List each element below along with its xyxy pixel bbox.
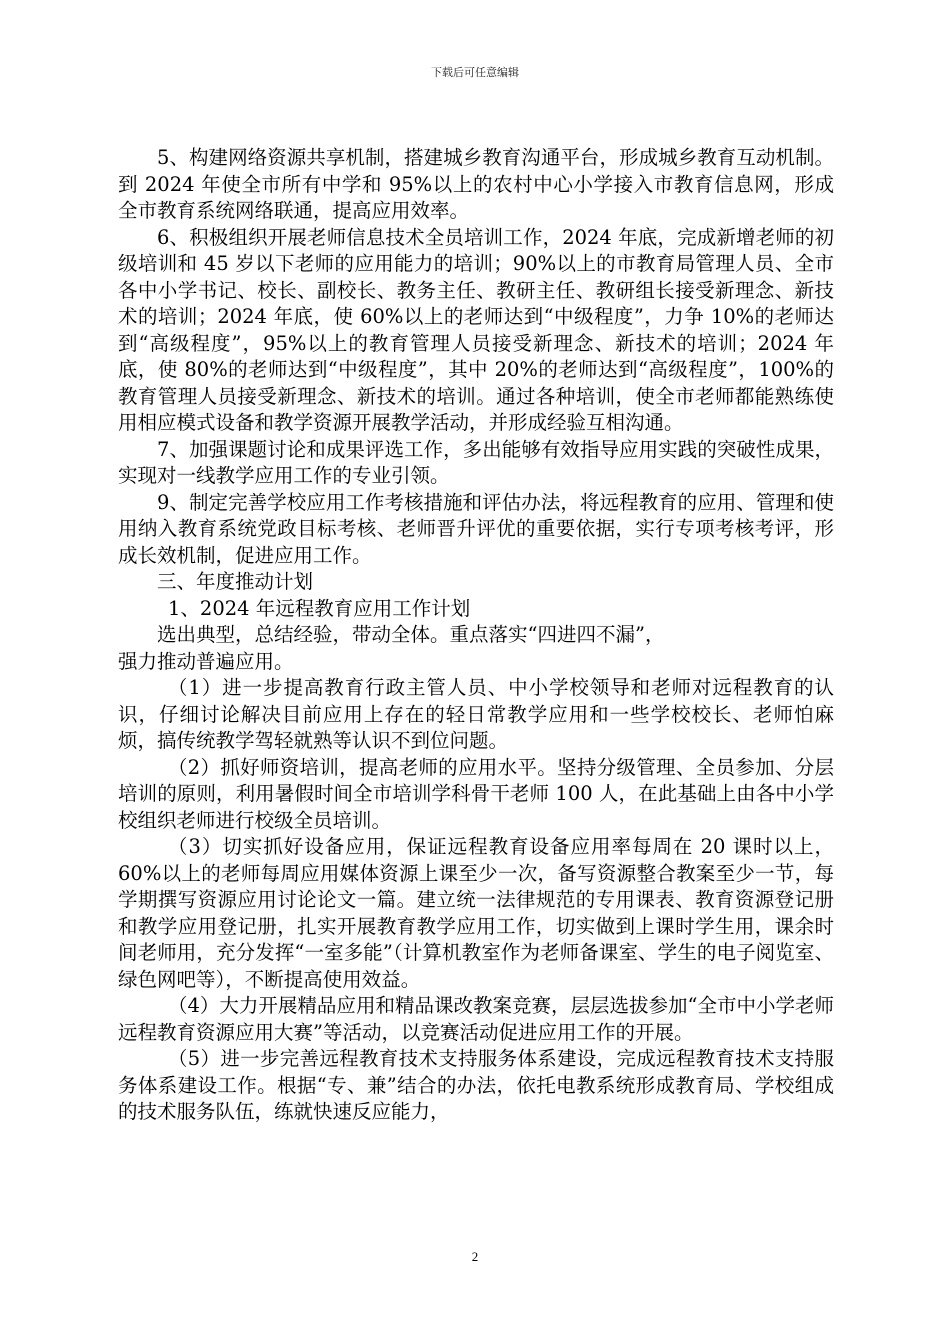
paragraph-point-1: （1）进一步提高教育行政主管人员、中小学校领导和老师对远程教育的认识，仔细讨论解决目前应用上存在的轻日常教学应用和一些学校校长、老师怕麻烦，搞传统教学驾轻就熟等认识不到位问题。 xyxy=(118,676,834,752)
paragraph-summary: 选出典型，总结经验，带动全体。重点落实“四进四不漏”， 强力推动普遍应用。 xyxy=(118,623,665,673)
header-note: 下载后可任意编辑 xyxy=(431,66,519,79)
paragraph-point-5: （5）进一步完善远程教育技术支持服务体系建设，完成远程教育技术支持服务体系建设工作。根据“专、兼”结合的办法，依托电教系统形成教育局、学校组成的技术服务队伍，练就快速反应能力， xyxy=(118,1047,834,1123)
paragraph-item-9: 9、制定完善学校应用工作考核措施和评估办法，将远程教育的应用、管理和使用纳入教育系统党政目标考核、老师晋升评优的重要依据，实行专项考核考评，形成长效机制，促进应用工作。 xyxy=(118,490,834,567)
subsection-heading: 1、2024 年远程教育应用工作计划 xyxy=(168,596,471,620)
paragraph-item-5: 5、构建网络资源共享机制，搭建城乡教育沟通平台，形成城乡教育互动机制。到 2024 年使全市所有中学和 95%以上的农村中心小学接入市教育信息网，形成全市教育系统网络联通，提高应用效率。 xyxy=(118,146,834,222)
paragraph-point-2: （2）抓好师资培训，提高老师的应用水平。坚持分级管理、全员参加、分层培训的原则，利用暑假时间全市培训学科骨干老师 100 人，在此基础上由各中小学校组织老师进行校级全员培训。 xyxy=(118,755,834,832)
paragraph-item-7: 7、加强课题讨论和成果评选工作，多出能够有效指导应用实践的突破性成果，实现对一线教学应用工作的专业引领。 xyxy=(118,437,834,487)
document-body xyxy=(118,145,834,1126)
page-number: 2 xyxy=(471,1249,479,1264)
paragraph-point-4: （4）大力开展精品应用和精品课改教案竞赛，层层选拔参加“全市中小学老师远程教育资源应用大赛”等活动，以竞赛活动促进应用工作的开展。 xyxy=(118,994,834,1044)
paragraph-point-3: （3）切实抓好设备应用，保证远程教育设备应用率每周在 20 课时以上，60%以上的老师每周应用媒体资源上课至少一次，备写资源整合教案至少一节，每学期撰写资源应用讨论论文一篇。建立统一法律规范的专用课表、教育资源登记册和教学应用登记册，扎实开展教育教学应用工作，切实做到上课时学生用，课余时间老师用，充分发挥“一室多能”（计算机教室作为老师备课室、学生的电子阅览室、绿色网吧等），不断提高使用效益。 xyxy=(118,835,834,991)
section-heading: 三、年度推动计划 xyxy=(157,570,314,593)
paragraph-item-6: 6、积极组织开展老师信息技术全员培训工作，2024 年底，完成新增老师的初级培训和 45 岁以下老师的应用能力的培训；90%以上的市教育局管理人员、全市各中小学书记、校长、副校长、教务主任、教研主任、教研组长接受新理念、新技术的培训；2024 年底，使 60%以上的老师达到“中级程度”，力争 10%的老师达到“高级程度”，95%以上的教育管理人员接受新理念、新技术的培训；2024 年底，使 80%的老师达到“中级程度”，其中 20%的老师达到“高级程度”，100%的教育管理人员接受新理念、新技术的培训。通过各种培训，使全市老师都能熟练使用相应模式设备和教学资源开展教学活动，并形成经验互相沟通。 xyxy=(118,225,834,434)
